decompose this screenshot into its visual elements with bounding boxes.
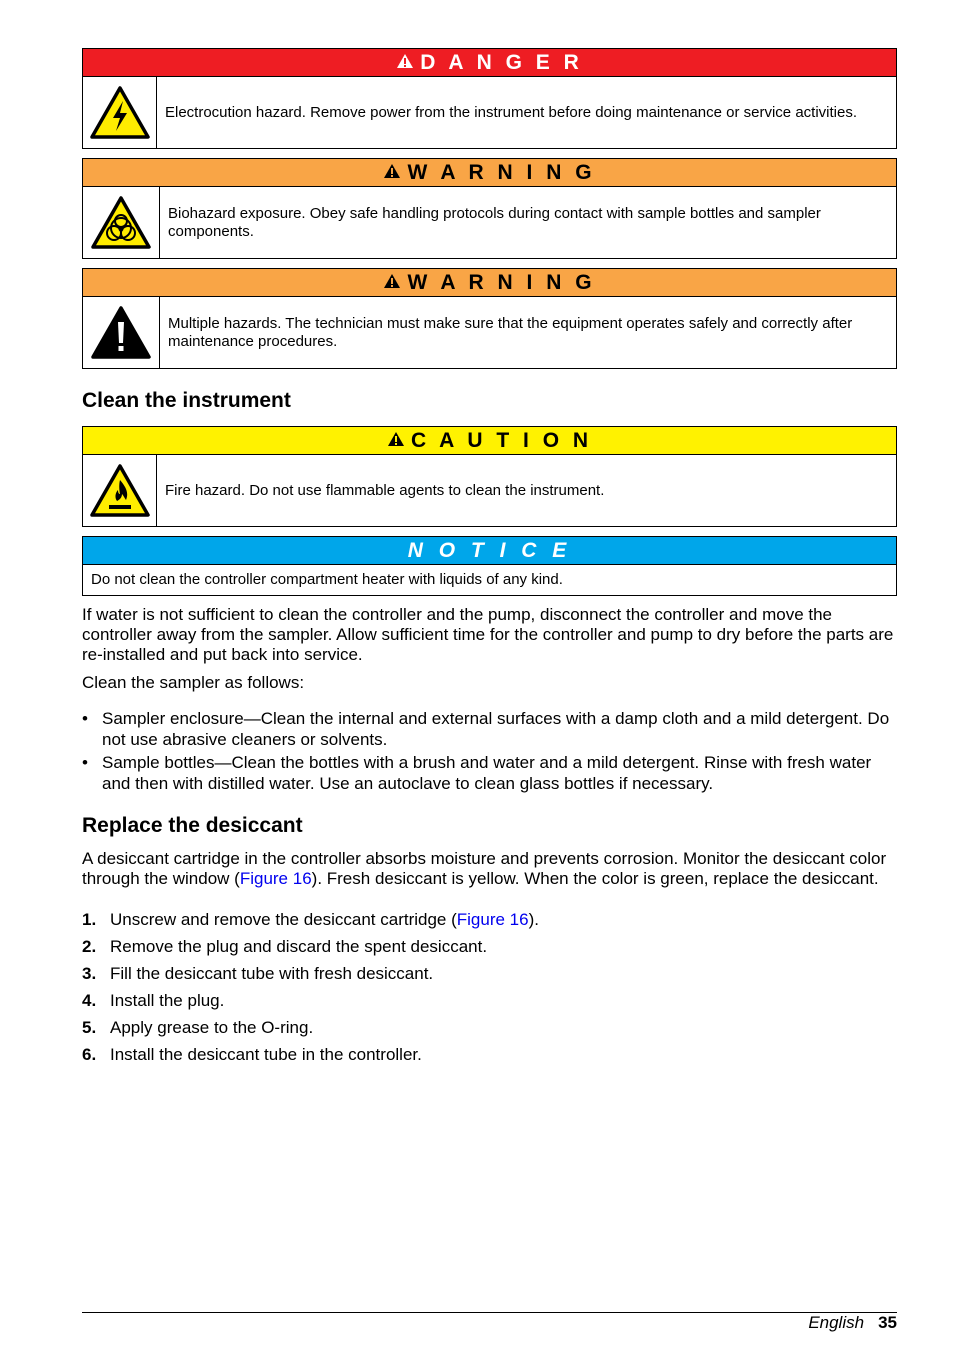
warning-text-multiple: Multiple hazards. The technician must make sure that the equipment operates safely and correctly after maintenance procedures. (168, 314, 853, 350)
biohazard-icon (83, 187, 160, 258)
step-item (82, 1044, 897, 1065)
notice-heading: N O T I C E (407, 538, 572, 562)
step-number: 4. (82, 991, 97, 1010)
step-text: Install the plug. (110, 991, 225, 1010)
page-footer (82, 1312, 897, 1332)
danger-header (83, 49, 896, 77)
step-item (82, 963, 897, 984)
warning-text-biohazard: Biohazard exposure. Obey safe handling protocols during contact with sample bottles and sampler components. (168, 204, 821, 240)
list-item: • Sampler enclosure—Clean the internal and external surfaces with a damp cloth and a mild detergent. Do not use abrasive cleaners or solvents. (82, 708, 897, 750)
step-item (82, 1017, 897, 1038)
step-text: Remove the plug and discard the spent desiccant. (110, 937, 488, 956)
section-heading-desiccant: Replace the desiccant (82, 814, 303, 837)
notice-header (83, 537, 896, 565)
step-number: 6. (82, 1045, 97, 1064)
page-number: 35 (878, 1313, 897, 1332)
desiccant-paragraph: A desiccant cartridge in the controller absorbs moisture and prevents corrosion. Monitor the desiccant color through the window (Figure 16). Fresh desiccant is yellow. When the color is green, replace the desiccant. (82, 849, 887, 888)
caution-box (82, 426, 897, 527)
figure-link[interactable]: Figure 16 (239, 869, 312, 888)
step-number: 5. (82, 1018, 97, 1037)
danger-heading: D A N G E R (420, 50, 583, 74)
warning-box-multiple (82, 268, 897, 369)
danger-text: Electrocution hazard. Remove power from the instrument before doing maintenance or service activities. (165, 103, 857, 121)
step-item (82, 936, 897, 957)
list-item: • Sample bottles—Clean the bottles with a brush and water and a mild detergent. Rinse with fresh water and then with distilled water. Use an autoclave to clean glass bottles if necessary. (82, 752, 897, 794)
caution-header (83, 427, 896, 455)
step-text: Install the desiccant tube in the controller. (110, 1045, 422, 1064)
notice-text: Do not clean the controller compartment heater with liquids of any kind. (91, 571, 563, 588)
notice-box (82, 536, 897, 596)
step-number: 1. (82, 910, 97, 929)
clean-intro: Clean the sampler as follows: (82, 673, 305, 692)
warning-header (83, 269, 896, 297)
warning-heading: W A R N I N G (407, 270, 596, 294)
warning-header (83, 159, 896, 187)
warning-box-biohazard (82, 158, 897, 259)
caution-text: Fire hazard. Do not use flammable agents to clean the instrument. (165, 481, 605, 499)
exclamation-icon (83, 297, 160, 368)
caution-heading: C A U T I O N (410, 428, 593, 452)
step-text: Fill the desiccant tube with fresh desiccant. (110, 964, 434, 983)
warning-triangle-icon (396, 51, 414, 75)
danger-box (82, 48, 897, 149)
clean-list (82, 708, 897, 794)
step-number: 3. (82, 964, 97, 983)
electrocution-icon (83, 77, 157, 148)
warning-triangle-icon (387, 429, 405, 453)
figure-link[interactable]: Figure 16 (456, 910, 529, 929)
page-content (82, 48, 897, 1071)
desiccant-steps (82, 909, 897, 1065)
footer-language: English (808, 1313, 865, 1332)
step-item: 1. Unscrew and remove the desiccant cartridge (Figure 16). (82, 910, 539, 929)
warning-heading: W A R N I N G (407, 160, 596, 184)
section-heading-clean: Clean the instrument (82, 389, 291, 412)
warning-triangle-icon (383, 271, 401, 295)
step-text: Apply grease to the O-ring. (110, 1018, 314, 1037)
clean-paragraph: If water is not sufficient to clean the controller and the pump, disconnect the controller and move the controller away from the sampler. Allow sufficient time for the controller and pump to dry before the parts are re-installed and put back into service. (82, 605, 894, 664)
step-item (82, 990, 897, 1011)
flammable-icon (83, 455, 157, 526)
step-number: 2. (82, 937, 97, 956)
warning-triangle-icon (383, 161, 401, 185)
